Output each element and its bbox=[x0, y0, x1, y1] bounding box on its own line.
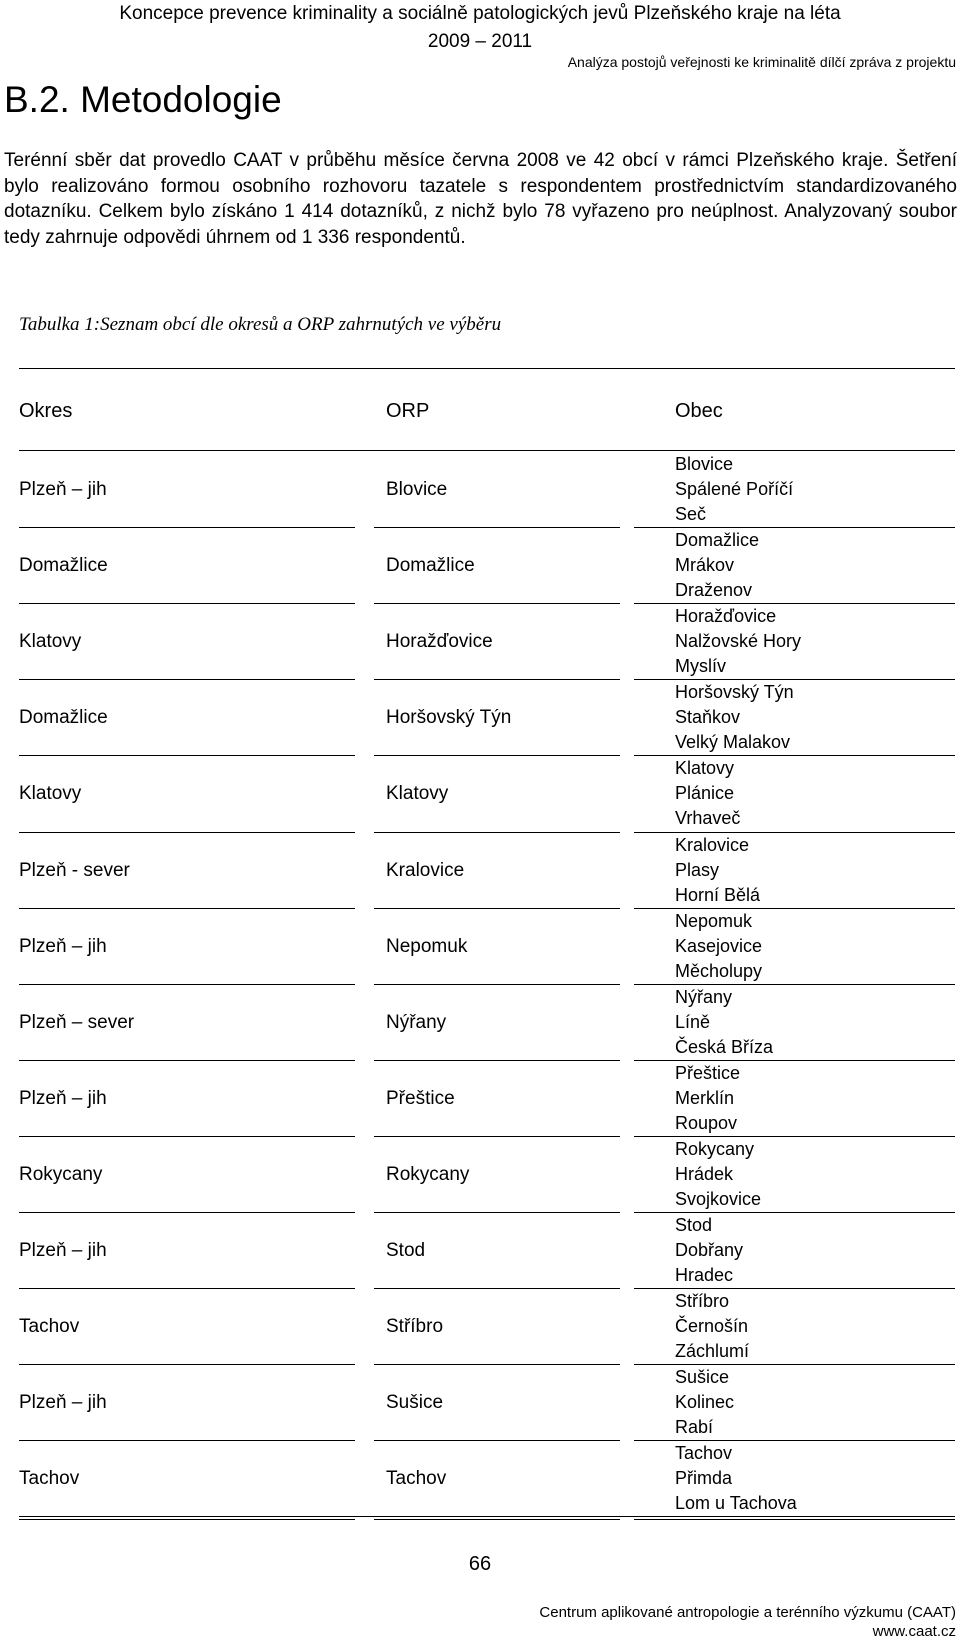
obec-name: Svojkovice bbox=[675, 1188, 762, 1209]
obec-name: Kralovice bbox=[675, 834, 750, 855]
cell-okres: Plzeň – jih bbox=[19, 935, 107, 957]
cell-obce bbox=[675, 452, 793, 527]
table-row bbox=[0, 452, 960, 528]
cell-orp: Přeštice bbox=[386, 1087, 455, 1109]
obec-name: Domažlice bbox=[675, 530, 760, 551]
cell-orp: Stod bbox=[386, 1240, 426, 1261]
obec-name: Nepomuk bbox=[675, 910, 753, 931]
obec-name: Merklín bbox=[675, 1087, 735, 1108]
cell-obce bbox=[675, 680, 794, 755]
cell-obce bbox=[675, 1365, 734, 1440]
cell-okres: Tachov bbox=[19, 1468, 80, 1490]
table-row bbox=[0, 1365, 960, 1441]
cell-orp: Domažlice bbox=[386, 555, 475, 577]
cell-orp: Klatovy bbox=[386, 783, 449, 805]
table-row bbox=[0, 680, 960, 756]
obec-name: Záchlumí bbox=[675, 1341, 750, 1362]
header-subtitle: Analýza postojů veřejnosti ke kriminalitě dílčí zpráva z projektu bbox=[567, 54, 956, 70]
obec-name: Nalžovské Hory bbox=[675, 631, 802, 652]
obec-name: Seč bbox=[675, 504, 707, 524]
cell-obce bbox=[675, 604, 801, 679]
obec-name: Horní Bělá bbox=[675, 884, 761, 905]
table-caption: Tabulka 1:Seznam obcí dle okresů a ORP zahrnutých ve výběru bbox=[19, 314, 502, 335]
cell-okres: Plzeň – jih bbox=[19, 1087, 107, 1109]
cell-orp: Horažďovice bbox=[386, 631, 493, 653]
obec-name: Kasejovice bbox=[675, 935, 763, 956]
obec-name: Myslív bbox=[675, 656, 726, 677]
table-row bbox=[0, 528, 960, 604]
cell-obce bbox=[675, 985, 773, 1060]
column-header-obec: Obec bbox=[675, 400, 723, 422]
obec-name: Dobřany bbox=[675, 1240, 744, 1260]
cell-obce bbox=[675, 1061, 740, 1136]
table-row bbox=[0, 604, 960, 680]
obec-name: Blovice bbox=[675, 454, 734, 474]
footer-organization: Centrum aplikované antropologie a terénního výzkumu (CAAT) bbox=[539, 1604, 956, 1621]
obec-name: Velký Malakov bbox=[675, 732, 791, 753]
obec-name: Přeštice bbox=[675, 1062, 741, 1083]
cell-okres: Plzeň – jih bbox=[19, 1392, 107, 1414]
table-bottom-rule-2 bbox=[634, 1519, 955, 1520]
obec-name: Roupov bbox=[675, 1112, 738, 1133]
table-row bbox=[0, 1137, 960, 1213]
table-top-rule bbox=[19, 368, 955, 369]
obec-name: Plasy bbox=[675, 859, 720, 880]
obec-name: Tachov bbox=[675, 1443, 733, 1464]
table-header-rule bbox=[19, 450, 955, 451]
table-row bbox=[0, 756, 960, 832]
table-bottom-rule-1 bbox=[19, 1516, 955, 1517]
cell-orp: Rokycany bbox=[386, 1163, 470, 1185]
cell-orp: Sušice bbox=[386, 1392, 444, 1414]
obec-name: Měcholupy bbox=[675, 960, 763, 981]
section-title: B.2. Metodologie bbox=[4, 79, 282, 120]
table-row bbox=[0, 1441, 960, 1517]
obec-name: Stříbro bbox=[675, 1291, 730, 1312]
obec-name: Hrádek bbox=[675, 1163, 734, 1184]
table-bottom-rule-2 bbox=[374, 1519, 620, 1520]
table-row bbox=[0, 1289, 960, 1365]
cell-obce bbox=[675, 909, 762, 984]
obec-name: Přimda bbox=[675, 1468, 733, 1489]
cell-obce bbox=[675, 1289, 749, 1364]
cell-orp: Kralovice bbox=[386, 859, 465, 881]
cell-orp: Blovice bbox=[386, 479, 448, 500]
cell-obce bbox=[675, 756, 740, 831]
cell-obce bbox=[675, 528, 759, 603]
cell-obce bbox=[675, 1213, 743, 1288]
obec-name: Rabí bbox=[675, 1417, 714, 1438]
obec-name: Klatovy bbox=[675, 758, 735, 779]
cell-orp: Stříbro bbox=[386, 1316, 444, 1338]
obec-name: Stod bbox=[675, 1215, 713, 1235]
table-bottom-rule-2 bbox=[19, 1519, 355, 1520]
obec-name: Černošín bbox=[675, 1316, 749, 1337]
cell-okres: Plzeň – sever bbox=[19, 1011, 135, 1033]
cell-okres: Klatovy bbox=[19, 631, 82, 653]
obec-name: Rokycany bbox=[675, 1138, 755, 1159]
obec-name: Draženov bbox=[675, 580, 753, 601]
table-row bbox=[0, 909, 960, 985]
cell-okres: Plzeň – jih bbox=[19, 1240, 107, 1261]
methodology-paragraph: Terénní sběr dat provedlo CAAT v průběhu měsíce června 2008 ve 42 obcí v rámci Plzeňského kraje. Šetření bylo realizováno formou osobního rozhovoru tazatele s respondentem prostřednictvím standardizovaného dotazníku. Celkem bylo získáno 1 414 dotazníků, z nichž bylo 78 vyřazeno pro neúplnost. Analyzovaný soubor tedy zahrnuje odpovědi úhrnem od 1 336 respondentů. bbox=[4, 150, 957, 249]
obec-name: Plánice bbox=[675, 783, 735, 804]
obec-name: Horšovský Týn bbox=[675, 682, 794, 703]
header-title-line-1: Koncepce prevence kriminality a sociálně patologických jevů Plzeňského kraje na léta bbox=[119, 3, 841, 24]
cell-okres: Domažlice bbox=[19, 707, 108, 729]
obec-name: Horažďovice bbox=[675, 606, 777, 627]
obec-name: Staňkov bbox=[675, 707, 741, 728]
obec-name: Sušice bbox=[675, 1367, 730, 1388]
cell-orp: Tachov bbox=[386, 1468, 447, 1490]
table-row bbox=[0, 1213, 960, 1289]
cell-orp: Horšovský Týn bbox=[386, 707, 512, 729]
obec-name: Spálené Poříčí bbox=[675, 479, 794, 499]
header-title-line-2: 2009 – 2011 bbox=[427, 31, 533, 52]
column-header-orp: ORP bbox=[386, 400, 430, 422]
footer-website: www.caat.cz bbox=[872, 1623, 956, 1640]
obec-name: Nýřany bbox=[675, 986, 733, 1007]
column-header-okres: Okres bbox=[19, 400, 73, 422]
table-row bbox=[0, 1061, 960, 1137]
cell-orp: Nepomuk bbox=[386, 935, 468, 957]
obec-name: Lom u Tachova bbox=[675, 1493, 797, 1514]
cell-okres: Tachov bbox=[19, 1316, 80, 1338]
obec-name: Mrákov bbox=[675, 555, 735, 576]
obec-name: Líně bbox=[675, 1011, 711, 1032]
obec-name: Vrhaveč bbox=[675, 808, 741, 829]
page-number: 66 bbox=[468, 1553, 492, 1575]
cell-okres: Rokycany bbox=[19, 1163, 103, 1185]
cell-okres: Plzeň - sever bbox=[19, 859, 130, 881]
document-header-title bbox=[0, 0, 960, 56]
table-row bbox=[0, 833, 960, 909]
obec-name: Česká Bříza bbox=[675, 1036, 774, 1057]
cell-obce bbox=[675, 1137, 761, 1212]
obec-name: Hradec bbox=[675, 1265, 734, 1285]
cell-okres: Klatovy bbox=[19, 783, 82, 805]
obec-name: Kolinec bbox=[675, 1392, 735, 1413]
cell-obce bbox=[675, 833, 760, 908]
cell-obce bbox=[675, 1441, 797, 1516]
cell-okres: Plzeň – jih bbox=[19, 479, 107, 500]
cell-okres: Domažlice bbox=[19, 555, 108, 577]
cell-orp: Nýřany bbox=[386, 1011, 447, 1033]
document-footer bbox=[539, 1603, 956, 1641]
table-row bbox=[0, 985, 960, 1061]
